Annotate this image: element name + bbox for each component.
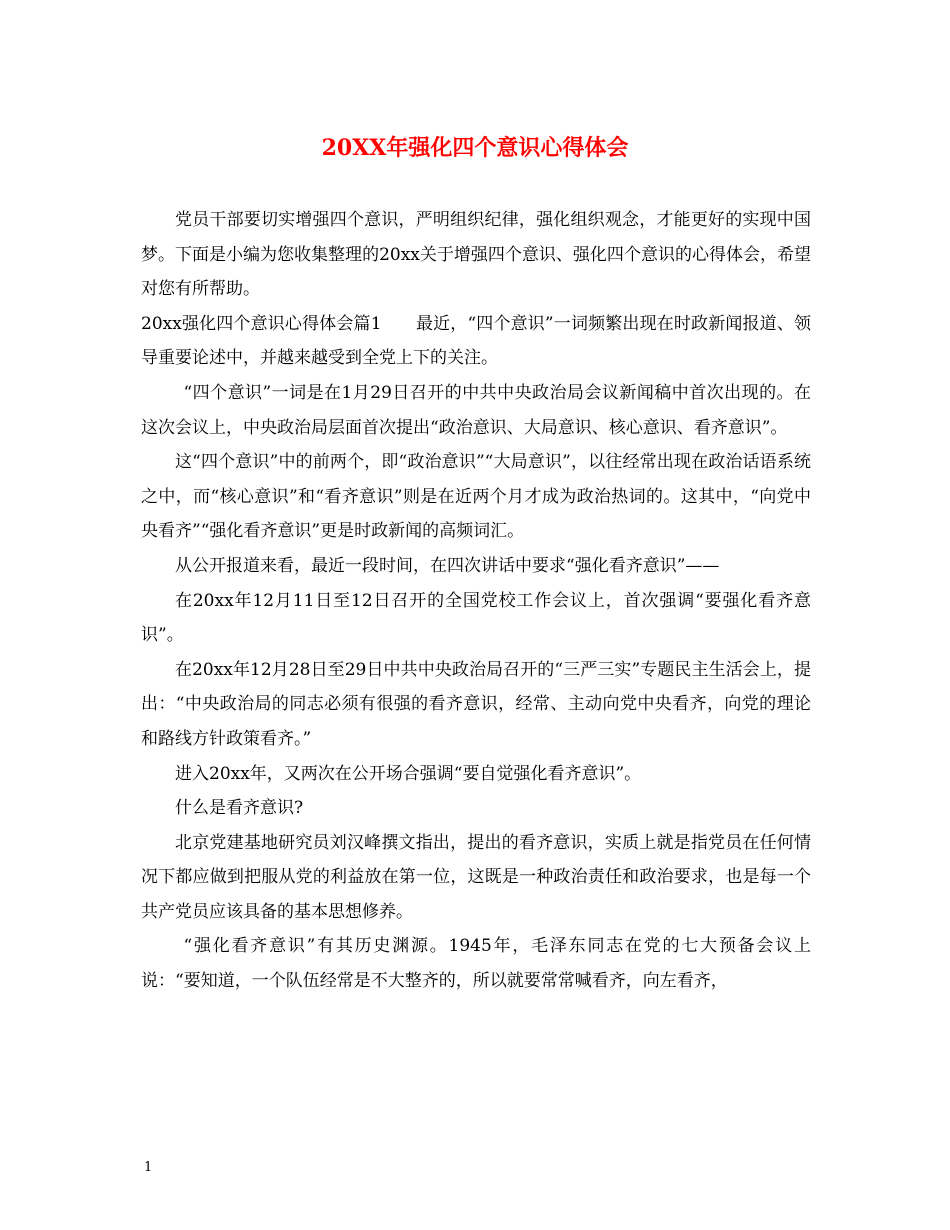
paragraph-origin: “四个意识”一词是在1月29日召开的中共中央政治局会议新闻稿中首次出现的。在这次会议上，中央政治局层面首次提出“政治意识、大局意识、核心意识、看齐意识”。 — [141, 382, 811, 438]
document-body — [141, 203, 811, 999]
paragraph-researcher: 北京党建基地研究员刘汉峰撰文指出，提出的看齐意识，实质上就是指党员在任何情况下都应做到把服从党的利益放在第一位，这既是一种政治责任和政治要求，也是每一个共产党员应该具备的基本思想修养。 — [141, 832, 811, 922]
paragraph-section-1: 20xx强化四个意识心得体会篇1 最近，“四个意识”一词频繁出现在时政新闻报道、领导重要论述中，并越来越受到全党上下的关注。 — [141, 313, 811, 369]
paragraph-party-school: 在20xx年12月11日至12日召开的全国党校工作会议上，首次强调“要强化看齐意识”。 — [141, 590, 811, 646]
paragraph-politburo: 在20xx年12月28日至29日中共中央政治局召开的“三严三实”专题民主生活会上，提出：“中央政治局的同志必须有很强的看齐意识，经常、主动向党中央看齐，向党的理论和路线方针政策看齐。” — [141, 659, 811, 749]
paragraph-four-consciousness: 这“四个意识”中的前两个，即“政治意识”“大局意识”，以往经常出现在政治话语系统之中，而“核心意识”和“看齐意识”则是在近两个月才成为政治热词的。这其中，“向党中央看齐”“强化看齐意识”更是时政新闻的高频词汇。 — [141, 452, 811, 542]
paragraph-history: “强化看齐意识”有其历史渊源。1945年，毛泽东同志在党的七大预备会议上说：“要知道，一个队伍经常是不大整齐的，所以就要常常喊看齐，向左看齐， — [141, 936, 811, 992]
paragraph-question: 什么是看齐意识? — [175, 798, 304, 819]
document-title: 20XX年强化四个意识心得体会 — [321, 135, 629, 161]
page-number: 1 — [144, 1160, 153, 1175]
paragraph-intro: 党员干部要切实增强四个意识，严明组织纪律，强化组织观念，才能更好的实现中国梦。下面是小编为您收集整理的20xx关于增强四个意识、强化四个意识的心得体会，希望对您有所帮助。 — [141, 210, 811, 300]
paragraph-public-reports: 从公开报道来看，最近一段时间，在四次讲话中要求“强化看齐意识”—— — [175, 555, 720, 576]
paragraph-new-year: 进入20xx年，又两次在公开场合强调“要自觉强化看齐意识”。 — [175, 763, 642, 784]
